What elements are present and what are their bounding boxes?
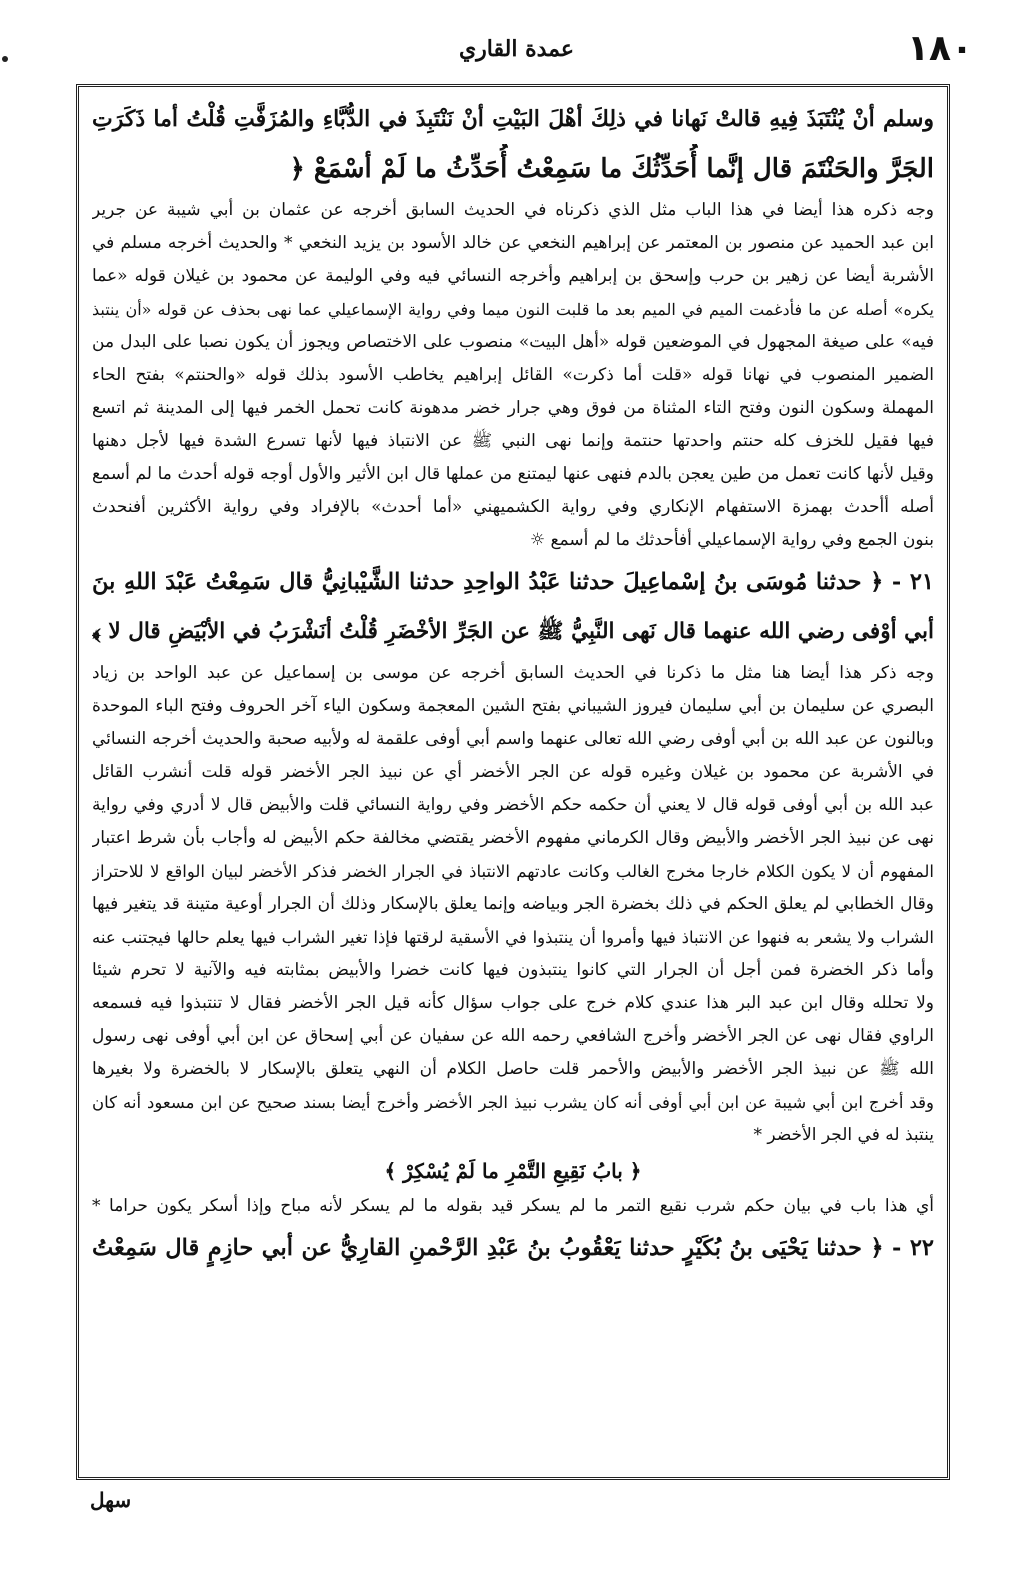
commentary-line: وقيل لأنها كانت تعمل من طين يعجن بالدم فنهى عنها ليمتنع من عملها قال ابن الأثير والأول أوجه قوله أحدث ما لم أسمع	[92, 464, 934, 484]
commentary-line: وجه ذكره هذا أيضا في هذا الباب مثل الذي ذكرناه في الحديث السابق أخرجه عن عثمان بن أبي شيبة عن جرير	[92, 200, 934, 220]
hadith-line: ٢١ - ﴿ حدثنا مُوسَى بنُ إسْماعِيلَ حدثنا عَبْدُ الواحِدِ حدثنا الشَّيْبانِيُّ قال سَمِعْتُ عَبْدَ اللهِ بنَ	[92, 569, 934, 595]
commentary-line: الشراب ولا يشعر به فنهوا عن الانتباذ فيها وأمروا أن ينتبذوا في الأسقية لرقتها فإذا تغير الشراب فيها يعلم حالها فيجتنب عنه	[92, 928, 934, 947]
running-title: عمدة القاري	[458, 36, 575, 62]
commentary-line: فيها فقيل للخزف كله حنتم واحدتها حنتمة وإنما نهى النبي ﷺ عن الانتباذ فيها لأنها تسرع الشدة فيها لأجل دهنها	[92, 431, 934, 451]
margin-mark	[2, 56, 8, 62]
commentary-line: الله ﷺ عن نبيذ الجر الأخضر والأبيض والأحمر قلت حاصل الكلام أن النهي يتعلق بالإسكار لا بالخضرة ولا بغيرها	[92, 1059, 934, 1079]
commentary-line: الأشربة أيضا عن زهير بن حرب وإسحق بن إبراهيم وأخرجه النسائي فيه وفي الوليمة عن محمود بن غيلان قوله «عما	[92, 266, 934, 286]
commentary-line: البصري عن سليمان بن أبي سليمان فيروز الشيباني بفتح الشين المعجمة وسكون الياء آخر الحروف وفتح الباء الموحدة	[92, 696, 934, 716]
commentary-line: يكره» أصله عن ما فأدغمت الميم في الميم بعد ما قلبت النون ميما وفي رواية الإسماعيلي عما نهى بحذف عن قوله «أن ينتبذ	[92, 300, 934, 319]
hadith-line: وسلم أنْ يُنْتَبَذَ فِيهِ قالتْ نَهانا في ذلِكَ أهْلَ البَيْتِ أنْ نَنْتَبِذَ في الدُّبَّاءِ والمُزَفَّتِ قُلْتُ أما ذَكَرَتِ	[92, 106, 934, 132]
commentary-line: وقد أخرج ابن أبي شيبة عن ابن أبي أوفى أنه كان يشرب نبيذ الجر الأخضر وأخرج أيضا بسند صحيح عن ابن مسعود أنه كان	[92, 1093, 934, 1112]
commentary-line: أي هذا باب في بيان حكم شرب نقيع التمر ما لم يسكر قيد بقوله ما لم يسكر لأنه مباح وإذا أسكر يكون حراما *	[92, 1196, 934, 1216]
commentary-line: الضمير المنصوب في نهانا قوله «قلت أما ذكرت» القائل إبراهيم يخاطب الأسود بذلك قوله «والحنتم» بفتح الحاء	[92, 365, 934, 385]
commentary-line: وقال الخطابي لم يعلق الحكم في ذلك بخضرة الجر وبياضه وإنما يعلق بالإسكار وذلك أن الجرار أوعية متينة قد يتغير فيها	[92, 894, 934, 914]
commentary-line: الراوي فقال نهى عن الجر الأخضر وأخرج الشافعي رحمه الله عن سفيان عن أبي إسحاق عن ابن أبي أوفى نهى رسول	[92, 1026, 934, 1046]
commentary-line: المفهوم أن لا يكون الكلام خارجا مخرج الغالب وكانت عادتهم الانتباذ في الجرار الخضر فذكر الأخضر لبيان الواقع لا للاحتراز	[92, 862, 934, 881]
commentary-line: في الأشربة عن محمود بن غيلان وغيره قوله عن الجر الأخضر أي عن نبيذ الجر الأخضر قوله قلت أنشرب القائل	[92, 762, 934, 782]
chapter-heading: ﴿ بابُ نَقِيعِ التَّمْرِ ما لَمْ يُسْكِرْ ﴾	[384, 1159, 642, 1183]
hadith-line: ٢٢ - ﴿ حدثنا يَحْيَى بنُ بُكَيْرٍ حدثنا يَعْقُوبُ بنُ عَبْدِ الرَّحْمنِ القارِيُّ عن أبي حازِمٍ قال سَمِعْتُ	[92, 1235, 934, 1261]
commentary-line: عبد الله بن أبي أوفى قوله قال لا يعني أن حكمه حكم الأخضر وفي رواية النسائي قلت والأبيض قال لا أدري وفي رواية	[92, 795, 934, 815]
commentary-line: ينتبذ له في الجر الأخضر *	[753, 1125, 934, 1145]
commentary-line: ابن عبد الحميد عن منصور بن المعتمر عن إبراهيم النخعي عن خالد الأسود بن يزيد النخعي * والحديث أخرجه مسلم في	[92, 233, 934, 253]
commentary-line: أصله أأحدث بهمزة الاستفهام الإنكاري وفي رواية الكشميهني «أما أحدث» بالإفراد وفي رواية الأكثرين أفنحدث	[92, 497, 934, 517]
page-body	[92, 94, 934, 1273]
commentary-line: نهى عن نبيذ الجر الأخضر والأبيض وقال الكرماني مفهوم الأخضر يقتضي مخالفة حكم الأبيض له وأجاب بأن شرط اعتبار	[92, 828, 934, 848]
commentary-line: وأما ذكر الخضرة فمن أجل أن الجرار التي كانوا ينتبذون فيها كانت خضرا والأبيض بمثابته فيه والآنية لا تحرم شيئا	[92, 960, 934, 980]
commentary-line: وجه ذكر هذا أيضا هنا مثل ما ذكرنا في الحديث السابق أخرجه عن موسى بن إسماعيل عن عبد الواحد بن زياد	[92, 663, 934, 683]
catchword: سهل	[90, 1488, 132, 1512]
commentary-line: المهملة وسكون النون وفتح التاء المثناة من فوق وهي جرار خضر مدهونة كانت تحمل الخمر فيها إلى المدينة ثم اتسع	[92, 398, 934, 418]
commentary-line: فيه» على صيغة المجهول في الموضعين قوله «أهل البيت» منصوب على الاختصاص ويجوز أن يكون نصبا على البدل من	[92, 332, 934, 352]
commentary-line: وبالنون عن عبد الله بن أبي أوفى رضي الله تعالى عنهما واسم أبي أوفى علقمة له ولأبيه صحبة والحديث أخرجه النسائي	[92, 729, 934, 749]
hadith-line: أبي أوْفى رضي الله عنهما قال نَهى النَّبِيُّ ﷺ عن الجَرِّ الأخْضَرِ قُلْتُ أنَشْرَبُ في الأبْيَضِ قال لا ﴾	[92, 619, 934, 644]
commentary-line: ولا تحلله وقال ابن عبد البر هذا عندي كلام خرج على جواب سؤال كأنه قيل الجر الأخضر فقال لا تنتبذوا فيه فسمعه	[92, 993, 934, 1013]
hadith-line: الجَرَّ والحَنْتَمَ قال إنَّما أُحَدِّثُكَ ما سَمِعْتُ أُحَدِّثُ ما لَمْ أسْمَعْ ﴿	[289, 154, 934, 184]
page-number: ١٨٠	[907, 28, 973, 69]
commentary-line: بنون الجمع وفي رواية الإسماعيلي أفأحدثك ما لم أسمع ☼	[529, 530, 934, 550]
page-header	[60, 28, 973, 78]
